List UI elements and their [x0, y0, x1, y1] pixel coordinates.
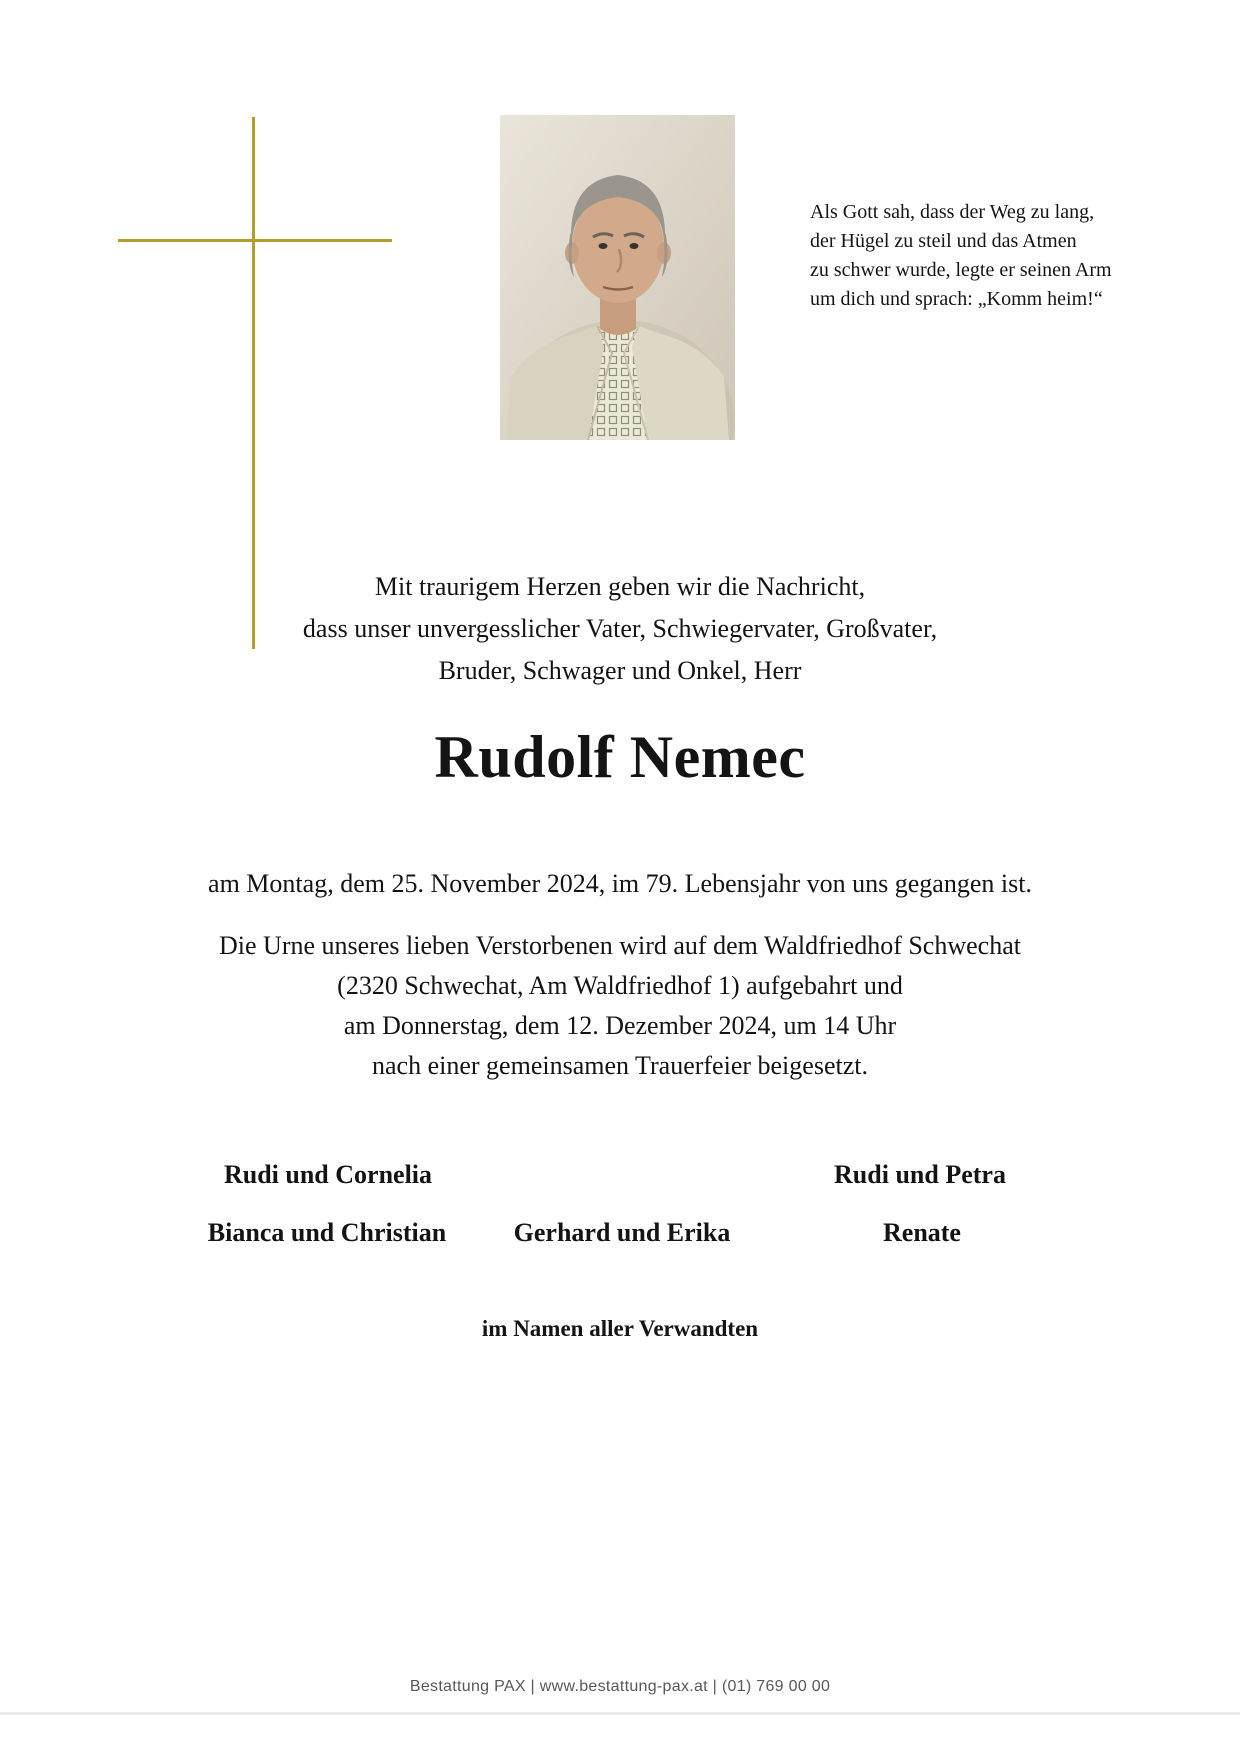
- announcement-text: [0, 566, 1240, 692]
- cross-horizontal-bar: [118, 239, 392, 242]
- deceased-photo: [500, 115, 735, 440]
- announcement-line: Bruder, Schwager und Onkel, Herr: [438, 656, 802, 685]
- quote-line: zu schwer wurde, legte er seinen Arm: [810, 259, 1112, 281]
- closing-line: im Namen aller Verwandten: [481, 1316, 759, 1341]
- announcement-line: Mit traurigem Herzen geben wir die Nachricht,: [374, 572, 866, 601]
- mourner-name: Rudi und Petra: [834, 1160, 1006, 1189]
- mourner-name: Gerhard und Erika: [513, 1218, 731, 1247]
- mourner-name: Rudi und Cornelia: [223, 1160, 433, 1189]
- announcement-line: dass unser unvergesslicher Vater, Schwiegervater, Großvater,: [302, 614, 938, 643]
- mourner-name: Bianca und Christian: [207, 1218, 447, 1247]
- funeral-line: (2320 Schwechat, Am Waldfriedhof 1) aufgebahrt und: [337, 971, 903, 1000]
- quote-line: Als Gott sah, dass der Weg zu lang,: [810, 201, 1095, 223]
- footer-contact: Bestattung PAX | www.bestattung-pax.at | (01) 769 00 00: [409, 1678, 831, 1695]
- quote-line: um dich und sprach: „Komm heim!“: [810, 288, 1103, 310]
- quote-line: der Hügel zu steil und das Atmen: [810, 230, 1077, 252]
- condolence-quote: [810, 198, 1120, 314]
- page-bottom-edge: [0, 1712, 1240, 1715]
- mourner-name: Renate: [883, 1218, 961, 1247]
- funeral-line: Die Urne unseres lieben Verstorbenen wird auf dem Waldfriedhof Schwechat: [219, 931, 1021, 960]
- death-date-line: am Montag, dem 25. November 2024, im 79. Lebensjahr von uns gegangen ist.: [208, 869, 1032, 898]
- funeral-details: [0, 926, 1240, 1086]
- deceased-name: Rudolf Nemec: [434, 724, 806, 790]
- funeral-line: nach einer gemeinsamen Trauerfeier beigesetzt.: [372, 1051, 868, 1080]
- funeral-line: am Donnerstag, dem 12. Dezember 2024, um 14 Uhr: [343, 1011, 897, 1040]
